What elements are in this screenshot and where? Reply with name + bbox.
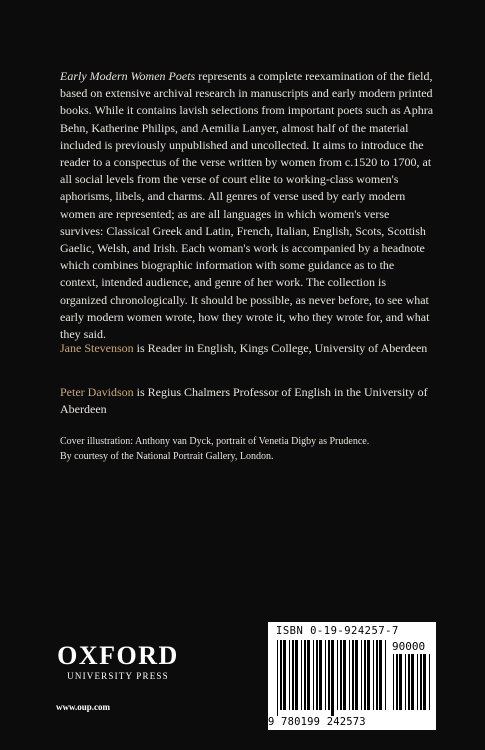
author-desc-2: is Regius Chalmers Professor of English in the University of Aberdeen	[60, 385, 428, 417]
ean-digits: 9 780199 242573	[268, 716, 366, 728]
blurb-paragraph	[60, 68, 435, 343]
credit-line-1: Cover illustration: Anthony van Dyck, portrait of Venetia Digby as Prudence.	[60, 436, 370, 447]
author-name-1: Jane Stevenson	[60, 341, 134, 355]
author-bio-2	[60, 384, 435, 418]
price-code: 90000	[392, 640, 426, 653]
blurb-body: represents a complete reexamination of the field, based on extensive archival research in manuscripts and early modern printed books. While it contains lavish selections from important poets such as Aphra Behn, Katherine Philips, and Aemilia Lanyer, almost half of the material included is previously unpublished and uncollected. It aims to introduce the reader to a conspectus of the verse written by women from c.1520 to 1700, at all social levels from the verse of court elite to working-class women's aphorisms, libels, and charms. All genres of verse used by early modern women are represented; as are all languages in which women's verse survives: Classical Greek and Latin, French, Italian, English, Scots, Scottish Gaelic, Welsh, and Irish. Each woman's work is accompanied by a headnote which combines biographic information with some guidance as to the context, intended audience, and genre of her work. The collection is organized chronologically. It should be possible, as never before, to see what early modern women wrote, how they wrote it, who they wrote for, and what they said.	[60, 69, 434, 342]
publisher-sub: UNIVERSITY PRESS	[67, 671, 169, 681]
publisher-name: OXFORD	[57, 641, 179, 670]
isbn-label: ISBN 0-19-924257-7	[276, 625, 399, 637]
addon-barcode-icon	[392, 654, 432, 716]
barcode-icon	[276, 640, 388, 716]
author-name-2: Peter Davidson	[60, 385, 134, 399]
publisher-logo	[52, 643, 184, 681]
credit-line-2: By courtesy of the National Portrait Gallery, London.	[60, 451, 274, 462]
author-bio-1	[60, 340, 435, 357]
publisher-url: www.oup.com	[56, 702, 111, 712]
book-title: Early Modern Women Poets	[60, 69, 196, 83]
cover-credit	[60, 434, 435, 464]
author-desc-1: is Reader in English, Kings College, University of Aberdeen	[133, 341, 428, 355]
